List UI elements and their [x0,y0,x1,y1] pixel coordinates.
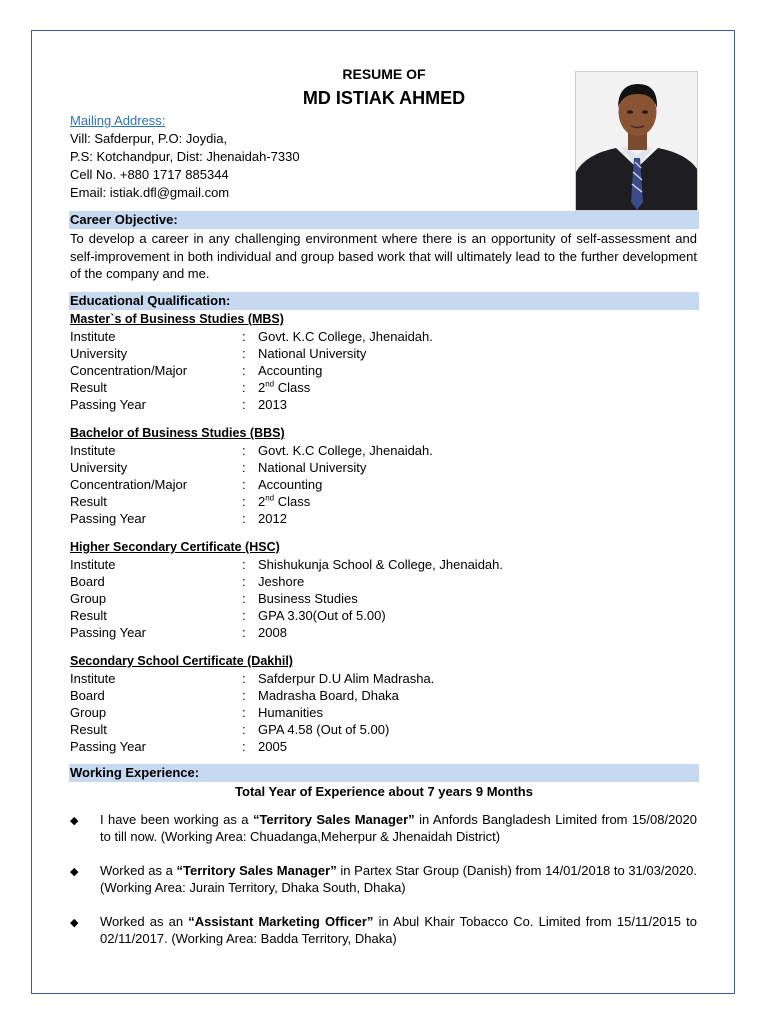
row-label: Result [70,722,107,737]
row-label: Result [70,380,107,395]
mailing-address-title: Mailing Address: [70,113,166,128]
mbs-row [70,380,690,397]
hsc-row [70,574,690,591]
mbs-title: Master`s of Business Studies (MBS) [70,312,284,326]
row-separator: : [242,739,246,754]
row-label: Group [70,591,107,606]
address-line-2: P.S: Kotchandpur, Dist: Jhenaidah-7330 [70,149,300,164]
row-value [258,380,310,395]
ssc-row [70,688,690,705]
row-value: Madrasha Board, Dhaka [258,688,399,703]
row-separator: : [242,705,246,720]
ssc-title: Secondary School Certificate (Dakhil) [70,654,293,668]
row-value: Shishukunja School & College, Jhenaidah. [258,557,504,572]
row-value: Govt. K.C College, Jhenaidah. [258,329,433,344]
row-value: GPA 4.58 (Out of 5.00) [258,722,390,737]
row-label: Passing Year [70,397,146,412]
row-separator: : [242,608,246,623]
row-label: Result [70,494,107,509]
row-value: Business Studies [258,591,358,606]
experience-prefix: I have been working as a [100,812,253,827]
bbs-row [70,477,690,494]
career-objective-band [69,211,699,229]
experience-prefix: Worked as a [100,863,177,878]
hsc-row [70,608,690,625]
row-value: Accounting [258,363,323,378]
education-band [69,292,699,310]
experience-item [100,862,697,896]
result-suffix: Class [274,380,311,395]
bbs-row [70,460,690,477]
row-separator: : [242,574,246,589]
row-label: Concentration/Major [70,477,188,492]
candidate-name: MD ISTIAK AHMED [302,88,466,108]
experience-role: “Assistant Marketing Officer” [188,914,374,929]
result-ordinal: nd [265,493,275,503]
result-number: 2 [258,380,266,395]
row-label: Passing Year [70,739,146,754]
row-value: Safderpur D.U Alim Madrasha. [258,671,435,686]
email-address: Email: istiak.dfl@gmail.com [70,185,230,200]
mbs-row [70,397,690,414]
mbs-row [70,329,690,346]
mbs-row [70,363,690,380]
hsc-row [70,557,690,574]
experience-item [100,811,697,845]
hsc-title: Higher Secondary Certificate (HSC) [70,540,280,554]
diamond-bullet-icon: ◆ [70,815,79,827]
mbs-row [70,346,690,363]
ssc-row [70,671,690,688]
row-label: Result [70,608,107,623]
row-label: Institute [70,329,116,344]
row-separator: : [242,397,246,412]
row-separator: : [242,477,246,492]
row-value: 2005 [258,739,287,754]
diamond-bullet-icon: ◆ [70,866,79,878]
row-label: Board [70,688,105,703]
bbs-row [70,511,690,528]
profile-photo [575,71,698,211]
row-separator: : [242,591,246,606]
row-separator: : [242,363,246,378]
experience-title: Working Experience: [70,765,200,780]
experience-role: “Territory Sales Manager” [252,812,415,827]
row-separator: : [242,329,246,344]
cell-number: Cell No. +880 1717 885344 [70,167,229,182]
row-separator: : [242,722,246,737]
row-label: University [70,346,128,361]
career-objective-title: Career Objective: [70,212,178,227]
row-separator: : [242,625,246,640]
hsc-row [70,591,690,608]
row-separator: : [242,671,246,686]
row-separator: : [242,494,246,509]
ssc-row [70,722,690,739]
row-label: Passing Year [70,625,146,640]
ssc-row [70,705,690,722]
row-separator: : [242,460,246,475]
row-separator: : [242,443,246,458]
hsc-row [70,625,690,642]
experience-item [100,913,697,947]
ssc-row [70,739,690,756]
diamond-bullet-icon: ◆ [70,917,79,929]
row-value: GPA 3.30(Out of 5.00) [258,608,386,623]
bbs-title: Bachelor of Business Studies (BBS) [70,426,285,440]
row-separator: : [242,380,246,395]
row-value: National University [258,346,367,361]
row-label: Board [70,574,105,589]
row-value: Govt. K.C College, Jhenaidah. [258,443,433,458]
result-suffix: Class [274,494,311,509]
result-ordinal: nd [265,379,275,389]
row-label: Institute [70,557,116,572]
experience-detail: in Anfords Bangladesh Limited from 15/08/2020 to till now. (Working Area: Chuadanga,Meherpur & Jhenaidah District) [100,812,697,844]
experience-detail: in Partex Star Group (Danish) from 14/01/2018 to 31/03/2020. (Working Area: Jurain Territory, Dhaka South, Dhaka) [100,863,698,895]
total-experience: Total Year of Experience about 7 years 9 Months [235,784,533,799]
row-value: Accounting [258,477,323,492]
bbs-row [70,494,690,511]
row-separator: : [242,511,246,526]
row-value: 2012 [258,511,287,526]
row-separator: : [242,688,246,703]
career-objective-text: To develop a career in any challenging environment where there is an opportunity of self-assessment and self-improvement in both individual and group based work that will ultimately lead to the further development of the company and me. [70,231,697,281]
experience-role: “Territory Sales Manager” [176,863,337,878]
row-label: Institute [70,671,116,686]
row-value: Humanities [258,705,324,720]
experience-detail: in Abul Khair Tobacco Co. Limited from 15/11/2015 to 02/11/2017. (Working Area: Badda Territory, Dhaka) [100,914,697,946]
row-value: 2008 [258,625,287,640]
experience-band [69,764,699,782]
bbs-row [70,443,690,460]
row-label: Institute [70,443,116,458]
row-value [258,494,310,509]
resume-heading: RESUME OF [342,66,426,82]
row-value: National University [258,460,367,475]
row-value: 2013 [258,397,287,412]
row-label: Passing Year [70,511,146,526]
address-line-1: Vill: Safderpur, P.O: Joydia, [70,131,228,146]
row-separator: : [242,557,246,572]
education-title: Educational Qualification: [70,293,231,308]
row-label: Concentration/Major [70,363,188,378]
experience-prefix: Worked as an [100,914,189,929]
result-number: 2 [258,494,266,509]
row-value: Jeshore [258,574,305,589]
row-label: University [70,460,128,475]
row-separator: : [242,346,246,361]
row-label: Group [70,705,107,720]
